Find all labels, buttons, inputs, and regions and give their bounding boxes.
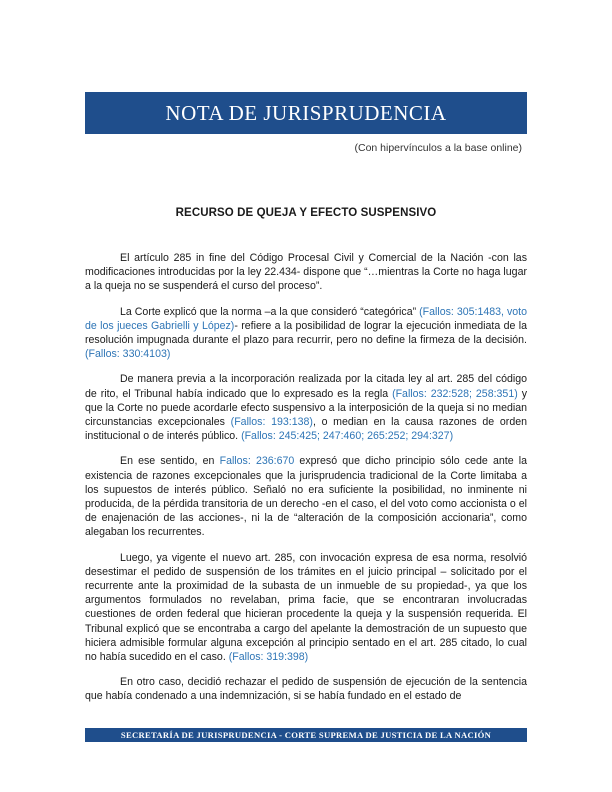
fallos-link[interactable]: (Fallos: 245:425; 247:460; 265:252; 294:327) xyxy=(241,430,454,443)
paragraph-3 xyxy=(85,372,527,443)
header-banner xyxy=(85,92,527,134)
paragraph-text: En ese sentido, en xyxy=(120,455,220,468)
paragraph-text: En otro caso, decidió rechazar el pedido de suspensión de ejecución de la sentencia que había condenado a una indemnización, si se había fundado en el estado de xyxy=(85,676,527,703)
paragraph-text: Luego, ya vigente el nuevo art. 285, con invocación expresa de esa norma, resolvió desestimar el pedido de suspensión de los trámites en el juicio principal – solicitado por el recurrente ante la proximidad de la subasta de un inmueble de su propiedad-, ya que los argumentos formulados no revelaban, prima facie, que se encontraran involucradas cuestiones de orden federal que hicieran procedente la queja y la suspensión requerida. El Tribunal explicó que se encontraba a cargo del apelante la demostración de un supuesto que hiciera admisible formular alguna excepción al principio sentado en el art. 285 citado, lo cual no había sucedido en el caso. xyxy=(85,551,527,664)
paragraph-1 xyxy=(85,251,527,294)
page-subtitle: (Con hipervínculos a la base online) xyxy=(354,142,522,154)
section-title: RECURSO DE QUEJA Y EFECTO SUSPENSIVO xyxy=(175,207,437,219)
paragraph-4 xyxy=(85,454,527,539)
fallos-link[interactable]: (Fallos: 305:1483, voto de los jueces Gabrielli y López) xyxy=(85,305,527,332)
paragraph-text: , o median en la causa razones de orden institucional o de interés público. xyxy=(85,416,527,443)
page-title: NOTA DE JURISPRUDENCIA xyxy=(165,100,447,125)
paragraph-text: La Corte explicó que la norma –a la que consideró “categórica” xyxy=(120,305,420,318)
fallos-link[interactable]: (Fallos: 319:398) xyxy=(228,651,309,664)
paragraph-text: expresó que dicho principio sólo cede ante la existencia de razones excepcionales que la jurisprudencia tradicional de la Corte limitaba a los supuestos de interés público. Señaló no era suficiente la posibilidad, no inminente ni producida, de la pérdida transitoria de un derecho -en el caso, el del voto como accionista o el de enajenación de las acciones-, ni la de “alteración de la composición accionaria”, como alegaban los recurrentes. xyxy=(85,455,527,539)
paragraph-text: De manera previa a la incorporación realizada por la citada ley al art. 285 del código de rito, el Tribunal había indicado que lo expresado es la regla xyxy=(85,373,527,400)
paragraph-2 xyxy=(85,305,527,362)
footer-text: SECRETARÍA DE JURISPRUDENCIA - CORTE SUPREMA DE JUSTICIA DE LA NACIÓN xyxy=(120,730,492,740)
fallos-link[interactable]: (Fallos: 330:4103) xyxy=(85,348,171,361)
paragraph-text: y que la Corte no puede acordarle efecto suspensivo a la interposición de la queja si no median circunstancias excepcionales xyxy=(85,387,527,429)
paragraph-5 xyxy=(85,551,527,665)
fallos-link[interactable]: (Fallos: 232:528; 258:351) xyxy=(392,387,518,400)
fallos-link[interactable]: Fallos: 236:670 xyxy=(219,455,295,468)
paragraph-6 xyxy=(85,675,527,703)
fallos-link[interactable]: (Fallos: 193:138) xyxy=(230,416,313,429)
paragraph-text: El artículo 285 in fine del Código Procesal Civil y Comercial de la Nación -con las modificaciones introducidas por la ley 22.434- dispone que “…mientras la Corte no haga lugar a la queja no se suspenderá el curso del proceso”. xyxy=(85,252,527,293)
paragraph-text: - refiere a la posibilidad de lograr la ejecución inmediata de la resolución impugnada durante el plazo para recurrir, pero no define la firmeza de la decisión. xyxy=(85,319,527,347)
footer-banner xyxy=(85,728,527,742)
document-body xyxy=(85,251,527,715)
